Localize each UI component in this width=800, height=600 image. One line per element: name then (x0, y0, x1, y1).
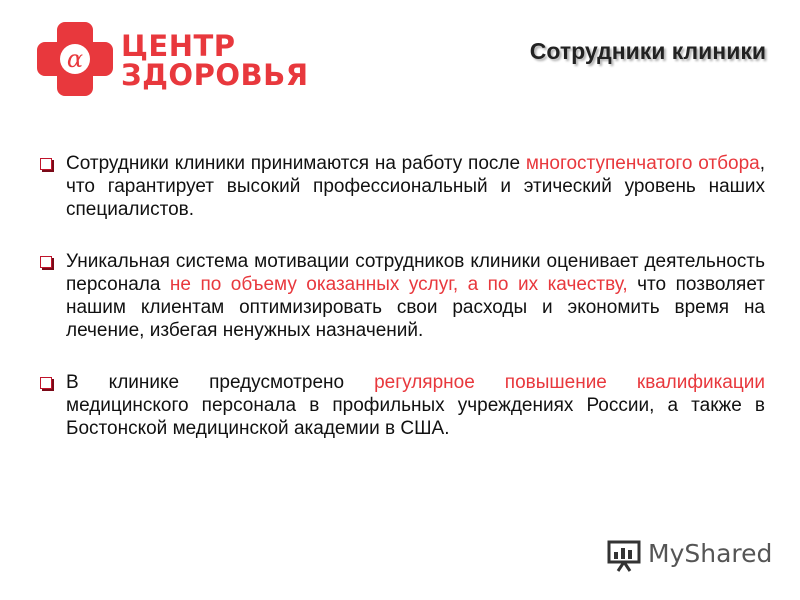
alpha-symbol: α (66, 45, 84, 73)
myshared-watermark (606, 538, 773, 572)
square-bullet-icon (40, 158, 52, 170)
list-item (40, 250, 765, 342)
highlighted-text: многоступенчатого отбора (525, 153, 760, 174)
body-text: что позволяет нашим клиентам оптимизировать свои расходы и экономить время на лечение, избегая ненужных назначений. (66, 274, 765, 341)
list-item-text (66, 371, 765, 440)
logo-line-2: ЗДОРОВЬЯ (121, 58, 309, 92)
highlighted-text: регулярное повышение квалификации (374, 372, 765, 393)
presentation-board-icon (606, 538, 646, 572)
body-text: Уникальная система мотивации сотрудников клиники оценивает деятельность персонала (66, 251, 765, 295)
medical-cross-icon (35, 22, 115, 96)
square-bullet-icon (40, 256, 52, 268)
highlighted-text: не по объему оказанных услуг, а по их качеству, (169, 274, 628, 295)
list-item-text (66, 250, 765, 342)
square-bullet-icon (40, 377, 52, 389)
body-text: медицинского персонала в профильных учреждениях России, а также в Бостонской медицинской академии в США. (66, 395, 765, 439)
body-text: Сотрудники клиники принимаются на работу после (66, 153, 526, 174)
body-text: , что гарантирует высокий профессиональный и этический уровень наших специалистов. (66, 153, 765, 220)
bullet-list (40, 152, 765, 469)
clinic-logo (35, 22, 309, 96)
watermark-text: MyShared (648, 539, 773, 568)
list-item (40, 371, 765, 440)
list-item-text (66, 152, 765, 221)
logo-text (121, 29, 309, 92)
slide-title: Сотрудники клиники (529, 38, 766, 64)
body-text: В клинике предусмотрено (66, 372, 375, 393)
logo-line-1: ЦЕНТР (121, 29, 236, 63)
list-item (40, 152, 765, 221)
